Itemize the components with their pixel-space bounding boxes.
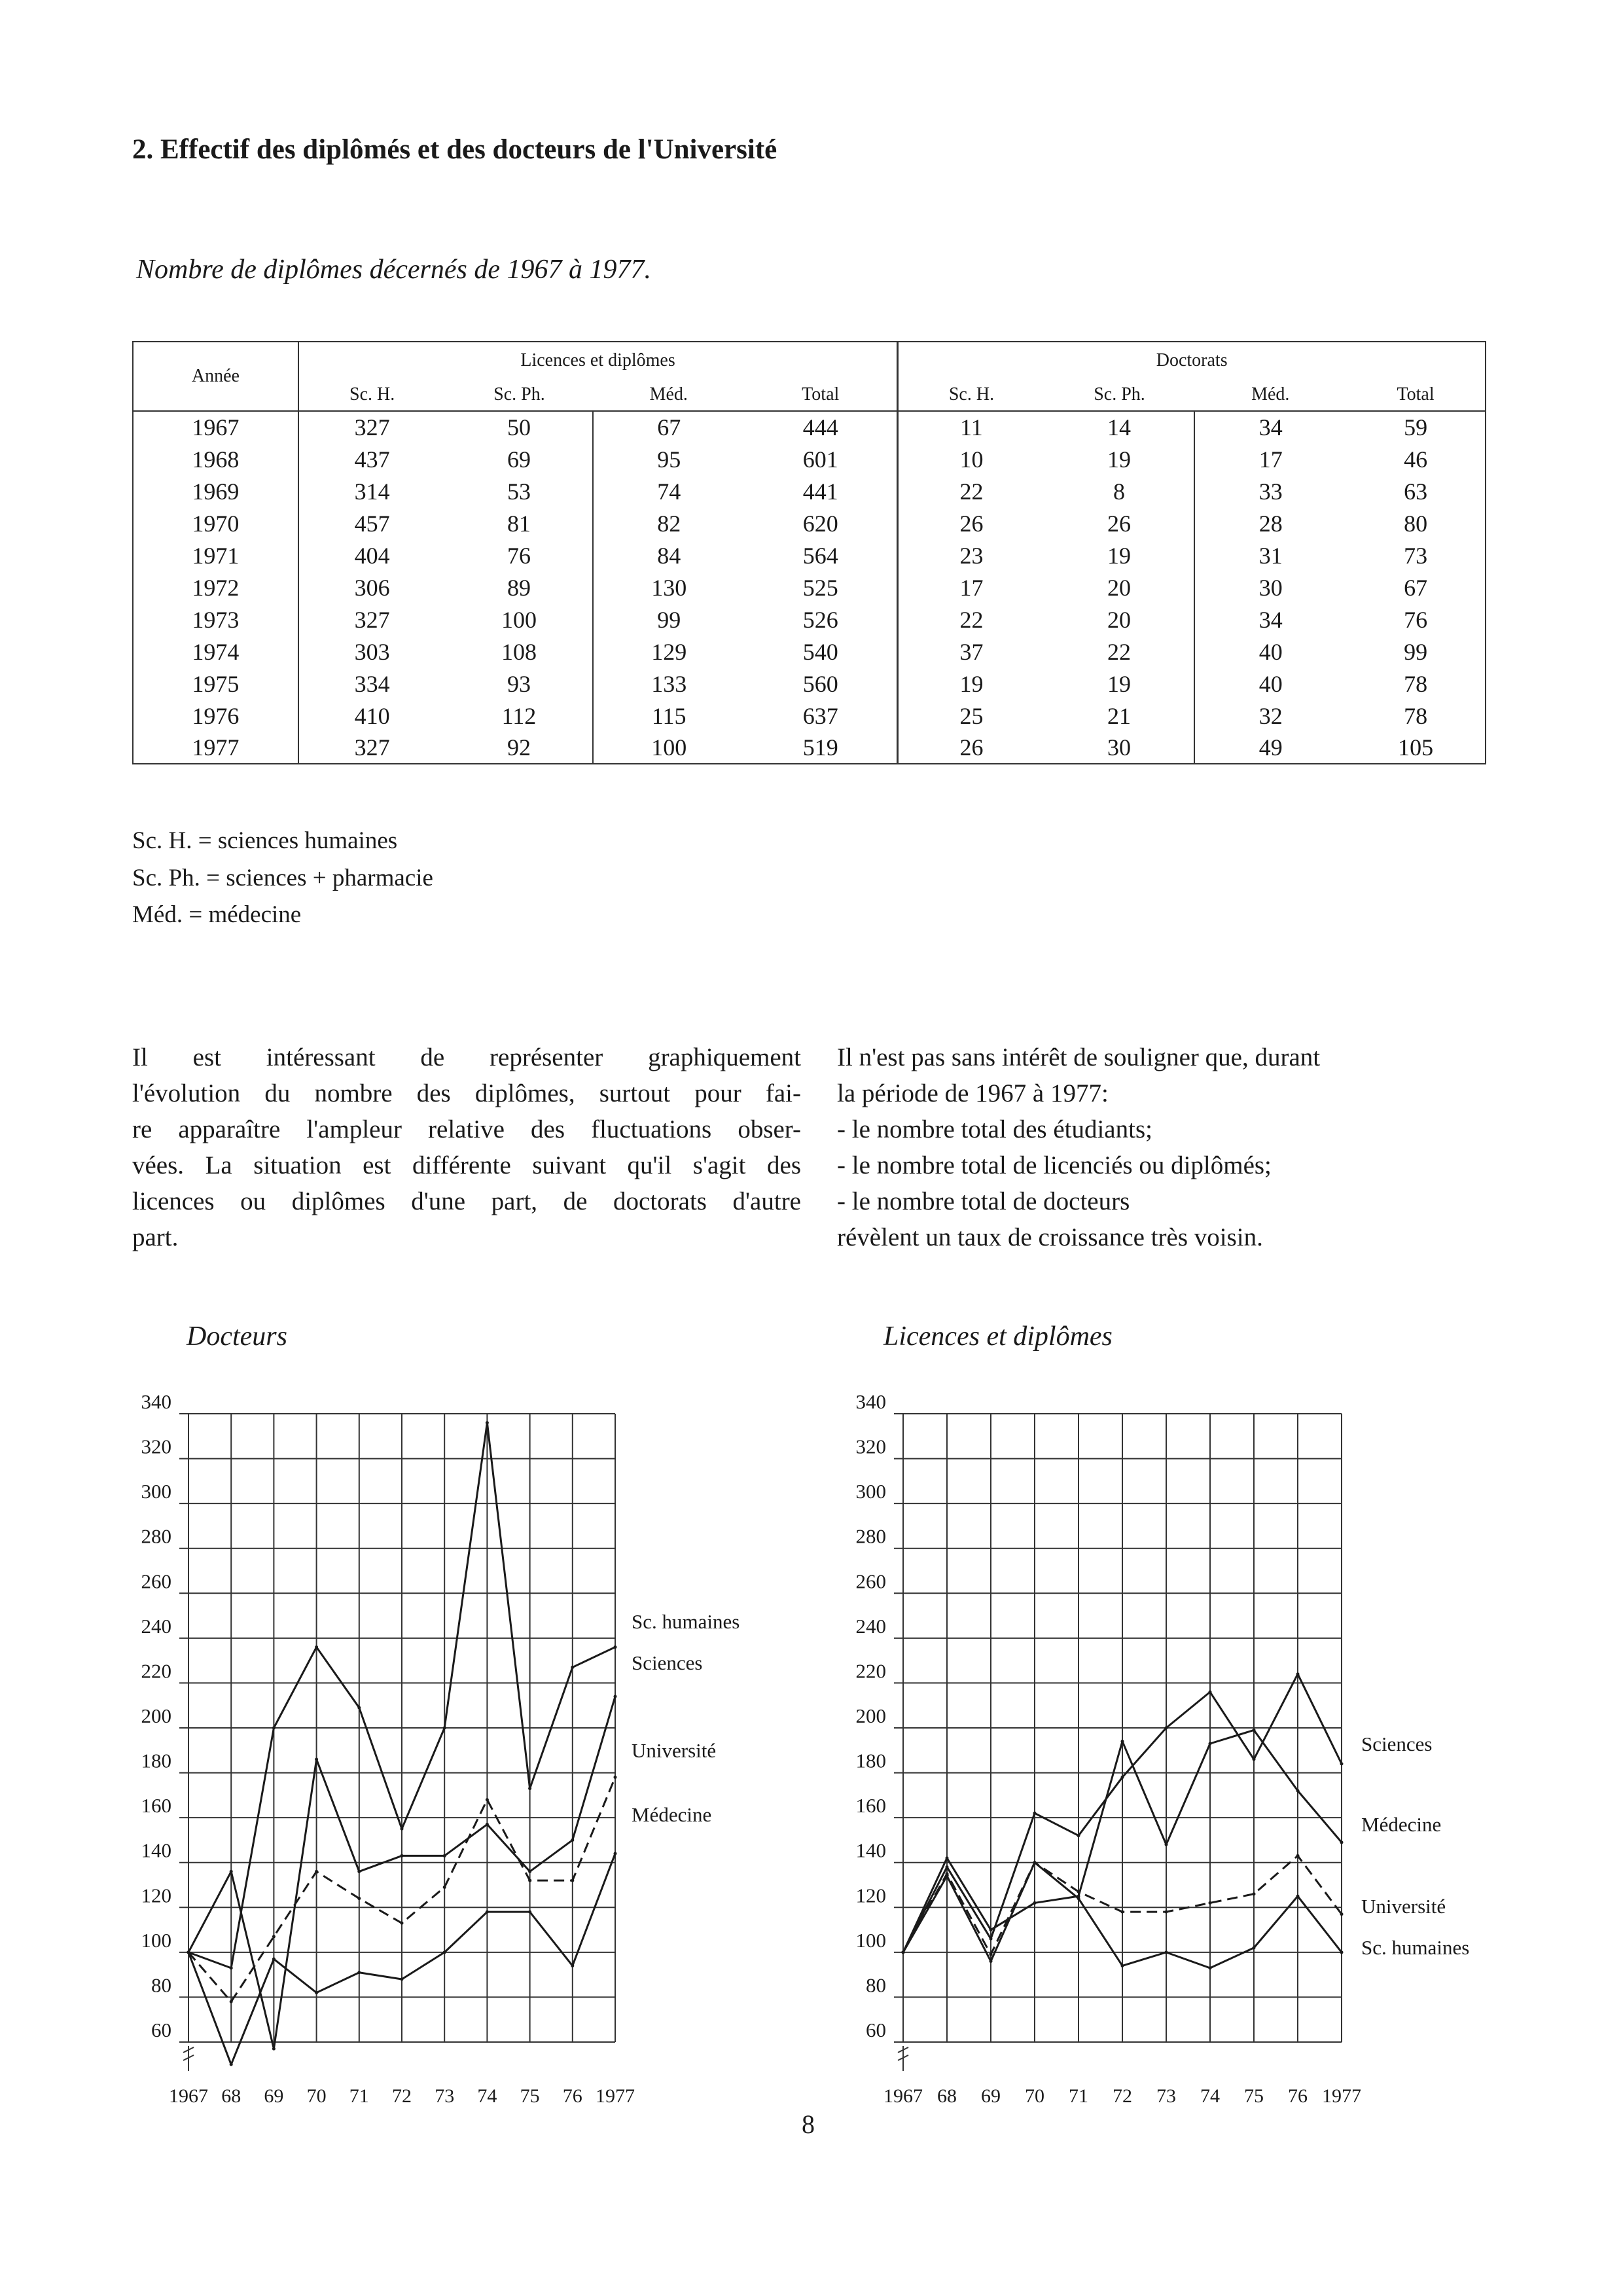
series-point [443,1727,446,1730]
value-cell: 564 [744,539,898,571]
series-point [1253,1729,1256,1732]
x-tick-label: 68 [937,2085,957,2107]
series-point [486,1910,489,1914]
x-tick-label: 69 [981,2085,1001,2107]
y-tick-label: 340 [141,1390,171,1413]
series-point [528,1870,531,1873]
value-cell: 8 [1044,475,1195,507]
y-tick-label: 240 [141,1614,171,1638]
paragraph-left [132,1039,801,1255]
series-point [946,1874,949,1878]
y-tick-label: 60 [866,2018,886,2041]
value-cell: 19 [1044,668,1195,700]
series-point [230,2000,233,2003]
series-label: Sciences [632,1651,703,1674]
x-tick-label: 76 [562,2085,582,2107]
series-point [528,1787,531,1790]
value-cell: 14 [1044,411,1195,443]
series-point [1296,1854,1300,1857]
value-cell: 19 [1044,539,1195,571]
value-cell: 95 [657,446,681,473]
series-point [401,1922,404,1925]
y-tick-label: 120 [855,1884,886,1907]
x-tick-label: 74 [477,2085,497,2107]
series-point [187,1950,190,1954]
value-cell: 108 [446,636,594,668]
value-cell: 334 [354,670,390,697]
value-cell: 327 [298,732,446,764]
chart-title-licences: Licences et diplômes [883,1321,1113,1352]
table-row [133,571,1486,603]
value-cell: 327 [354,606,390,633]
value-cell: 67 [1346,571,1486,603]
x-tick-label: 1977 [1322,2085,1361,2107]
paragraph-line: licences ou diplômes d'une part, de doctorats d'autre [132,1187,801,1215]
value-cell: 100 [593,732,744,764]
value-cell: 441 [744,475,898,507]
value-cell: 11 [960,414,983,440]
x-tick-label: 75 [1244,2085,1264,2107]
table-row [133,732,1486,764]
series-point [272,1935,276,1938]
series-point [357,1706,361,1710]
chart-title-docteurs: Docteurs [187,1321,287,1352]
value-cell: 105 [1346,732,1486,764]
series-point [1253,1892,1256,1895]
y-tick-label: 280 [141,1524,171,1548]
series-point [1209,1966,1212,1969]
series-point [1033,1901,1037,1905]
series-point [1209,1691,1212,1694]
paragraph-line: la période de 1967 à 1977: [837,1079,1109,1107]
value-cell: 78 [1346,700,1486,732]
value-cell: 50 [446,411,594,443]
value-cell: 525 [744,571,898,603]
series-label: Sc. humaines [1361,1936,1470,1959]
value-cell: 100 [446,603,594,636]
value-cell: 67 [657,414,681,440]
x-tick-label: 71 [1069,2085,1088,2107]
year-cell: 1977 [133,732,298,764]
value-cell: 26 [898,732,1044,764]
x-tick-label: 70 [306,2085,327,2107]
series-point [401,1854,404,1857]
y-tick-label: 220 [855,1659,886,1683]
value-cell: 33 [1258,478,1283,505]
value-cell: 10 [959,446,984,473]
subheader-cell: Sc. Ph. [1044,378,1195,411]
value-cell: 327 [354,414,390,440]
x-tick-label: 72 [1113,2085,1132,2107]
y-tick-label: 140 [141,1839,171,1862]
year-cell: 1968 [133,443,298,475]
series-label: Sciences [1361,1732,1433,1755]
axis-break-mark [183,2046,194,2071]
y-tick-label: 220 [141,1659,171,1683]
series-point [486,1421,489,1424]
value-cell: 99 [657,606,681,633]
table-row [133,411,1486,443]
series-point [1340,1840,1344,1844]
value-cell: 130 [651,574,687,601]
series-point [614,1645,617,1649]
value-cell: 22 [1044,636,1195,668]
value-cell: 620 [744,507,898,539]
value-cell: 457 [354,510,390,537]
page-number: 8 [802,2109,815,2139]
y-tick-label: 80 [151,1973,171,1997]
table-row [133,475,1486,507]
subheader-row [133,378,1486,411]
subheader-cell: Méd. [593,378,744,411]
series-point [571,1879,574,1882]
series-point [990,1937,993,1941]
series-point [1165,1950,1168,1954]
y-tick-label: 100 [141,1928,171,1952]
value-cell: 17 [1258,446,1283,473]
value-cell: 314 [354,478,390,505]
abbreviation-sc-ph: Sc. Ph. = sciences + pharmacie [132,865,433,891]
value-cell: 112 [446,700,594,732]
series-point [357,1870,361,1873]
value-cell: 93 [446,668,594,700]
series-point [614,1695,617,1698]
paragraph-right [837,1039,1494,1255]
x-tick-label: 71 [349,2085,369,2107]
abbreviation-med: Méd. = médecine [132,901,302,928]
y-tick-label: 80 [866,1973,886,1997]
value-cell: 540 [744,636,898,668]
year-cell: 1976 [133,700,298,732]
y-tick-label: 180 [855,1749,886,1772]
value-cell: 80 [1346,507,1486,539]
series-point [315,1991,318,1994]
x-tick-label: 1967 [883,2085,923,2107]
value-cell: 40 [1258,638,1283,665]
y-tick-label: 100 [855,1928,886,1952]
value-cell: 19 [959,670,984,697]
value-cell: 89 [446,571,594,603]
paragraph-line: - le nombre total de docteurs [837,1187,1130,1215]
series-label: Médecine [1361,1813,1442,1836]
y-tick-label: 200 [141,1704,171,1727]
series-point [1209,1742,1212,1746]
table-row [133,668,1486,700]
table-body [133,411,1486,764]
value-cell: 303 [354,638,390,665]
value-cell: 82 [657,510,681,537]
series-point [571,1666,574,1669]
series-point [946,1856,949,1859]
series-point [614,1776,617,1779]
value-cell: 37 [959,638,984,665]
value-cell: 74 [657,478,681,505]
paragraph-line: part. [132,1223,179,1251]
series-point [1077,1834,1080,1837]
group-doctorats: Doctorats [898,342,1486,378]
value-cell: 32 [1258,702,1283,729]
subheader-cell: Sc. H. [298,378,446,411]
series-point [614,1852,617,1856]
series-point [571,1839,574,1842]
value-cell: 25 [959,702,984,729]
y-tick-label: 260 [855,1570,886,1593]
series-point [571,1964,574,1967]
series-point [1121,1740,1124,1743]
series-point [357,1971,361,1974]
series-point [1121,1910,1124,1914]
x-tick-label: 76 [1288,2085,1308,2107]
series-point [1209,1901,1212,1905]
value-cell: 76 [1346,603,1486,636]
grid [856,1390,1342,2042]
x-tick-label: 1977 [596,2085,635,2107]
table-row [133,507,1486,539]
year-cell: 1974 [133,636,298,668]
series-label: Université [1361,1895,1446,1918]
series-point [272,1727,276,1730]
series-point [1340,1912,1344,1916]
value-cell: 73 [1346,539,1486,571]
value-cell: 34 [1258,606,1283,633]
value-cell: 444 [744,411,898,443]
value-cell: 69 [446,443,594,475]
series-label: Médecine [632,1803,712,1826]
paragraph-line: - le nombre total des étudiants; [837,1115,1152,1143]
chart-licences [812,1361,1492,2107]
value-cell: 133 [651,670,687,697]
value-cell: 46 [1346,443,1486,475]
value-cell: 31 [1258,542,1283,569]
year-cell: 1973 [133,603,298,636]
series-point [272,2047,276,2051]
series-point [443,1950,446,1954]
y-tick-label: 300 [141,1480,171,1503]
value-cell: 637 [744,700,898,732]
paragraph-line: Il n'est pas sans intérêt de souligner que, durant [837,1043,1321,1071]
series-label: Sc. humaines [632,1610,740,1633]
x-tick-label: 73 [1156,2085,1176,2107]
paragraph-line: révèlent un taux de croissance très voisin. [837,1223,1263,1251]
value-cell: 76 [446,539,594,571]
x-tick-label: 75 [520,2085,540,2107]
value-cell: 560 [744,668,898,700]
y-tick-label: 140 [855,1839,886,1862]
subheader-cell: Sc. H. [898,378,1044,411]
x-tick-label: 72 [392,2085,412,2107]
series-point [486,1823,489,1826]
paragraph-line: - le nombre total de licenciés ou diplômés; [837,1151,1272,1179]
series-point [1340,1762,1344,1765]
axis-break-mark [898,2046,908,2071]
y-tick-label: 180 [141,1749,171,1772]
series-point [1077,1897,1080,1900]
year-cell: 1970 [133,507,298,539]
series-point [528,1879,531,1882]
series-point [946,1865,949,1869]
series-point [443,1886,446,1889]
series-point [990,1953,993,1956]
value-cell: 404 [354,542,390,569]
value-cell: 63 [1346,475,1486,507]
paragraph-line: re apparaître l'ampleur relative des fluctuations obser- [132,1115,801,1143]
value-cell: 40 [1258,670,1283,697]
value-cell: 28 [1258,510,1283,537]
value-cell: 526 [744,603,898,636]
series-point [528,1910,531,1914]
x-tick-label: 73 [435,2085,455,2107]
y-tick-label: 60 [151,2018,171,2041]
y-tick-label: 320 [855,1435,886,1458]
section-heading: 2. Effectif des diplômés et des docteurs de l'Université [132,134,777,165]
y-tick-label: 300 [855,1480,886,1503]
series-point [230,1870,233,1873]
value-cell: 84 [657,542,681,569]
subheader-cell: Total [1346,378,1486,411]
subheader-cell: Total [744,378,898,411]
paragraph-line: vées. La situation est différente suivant qu'il s'agit des [132,1151,801,1179]
value-cell: 20 [1044,603,1195,636]
value-cell: 30 [1258,574,1283,601]
grid [141,1390,616,2042]
series-point [357,1897,361,1900]
value-cell: 410 [354,702,390,729]
value-cell: 92 [446,732,594,764]
value-cell: 99 [1346,636,1486,668]
value-cell: 49 [1194,732,1346,764]
series-point [1121,1776,1124,1779]
series-point [401,1978,404,1981]
series-point [1340,1950,1344,1954]
series-point [902,1950,905,1954]
series-point [1077,1890,1080,1893]
value-cell: 26 [959,510,984,537]
table-row [133,443,1486,475]
y-tick-label: 240 [855,1614,886,1638]
value-cell: 78 [1346,668,1486,700]
paragraph-line: Il est intéressant de représenter graphiquement [132,1043,801,1071]
value-cell: 21 [1044,700,1195,732]
series-label: Université [632,1739,717,1762]
y-tick-label: 340 [855,1390,886,1413]
y-tick-label: 160 [141,1794,171,1818]
value-cell: 22 [959,606,984,633]
y-tick-label: 260 [141,1570,171,1593]
value-cell: 306 [354,574,390,601]
col-annee: Année [133,342,298,411]
value-cell: 437 [354,446,390,473]
value-cell: 26 [1044,507,1195,539]
series-point [990,1928,993,1931]
value-cell: 519 [744,732,898,764]
series-point [315,1645,318,1649]
x-tick-label: 74 [1200,2085,1220,2107]
value-cell: 115 [651,702,687,729]
value-cell: 81 [446,507,594,539]
value-cell: 20 [1044,571,1195,603]
series-point [1165,1727,1168,1730]
series-point [272,1958,276,1961]
series-point [1253,1946,1256,1950]
y-tick-label: 120 [141,1884,171,1907]
subheader-cell: Méd. [1194,378,1346,411]
year-cell: 1969 [133,475,298,507]
series-point [990,1960,993,1963]
y-tick-label: 160 [855,1794,886,1818]
series-point [230,2063,233,2066]
chart-docteurs [118,1361,798,2107]
x-tick-label: 68 [221,2085,241,2107]
value-cell: 34 [1258,414,1283,440]
table-row [133,636,1486,668]
value-cell: 129 [651,638,687,665]
x-tick-label: 1967 [169,2085,208,2107]
x-tick-label: 70 [1025,2085,1044,2107]
series-point [230,1966,233,1969]
table-caption: Nombre de diplômes décernés de 1967 à 1977. [136,255,651,285]
series-point [1165,1910,1168,1914]
group-licences: Licences et diplômes [298,342,898,378]
series-point [443,1854,446,1857]
value-cell: 19 [1044,443,1195,475]
paragraph-line: l'évolution du nombre des diplômes, surtout pour fai- [132,1079,801,1107]
series-point [315,1870,318,1873]
table-row [133,700,1486,732]
value-cell: 53 [446,475,594,507]
abbreviation-sc-h: Sc. H. = sciences humaines [132,827,398,854]
series-point [486,1798,489,1801]
series-point [1296,1789,1300,1793]
series-point [1033,1812,1037,1815]
table-row [133,539,1486,571]
year-cell: 1967 [133,411,298,443]
value-cell: 59 [1346,411,1486,443]
year-cell: 1971 [133,539,298,571]
value-cell: 22 [959,478,984,505]
table-row [133,603,1486,636]
diplomas-table [132,341,1486,764]
series-point [1296,1672,1300,1676]
series-point [401,1827,404,1831]
year-cell: 1972 [133,571,298,603]
series-point [1033,1861,1037,1864]
y-tick-label: 280 [855,1524,886,1548]
series-point [1296,1895,1300,1898]
value-cell: 23 [959,542,984,569]
subheader-cell: Sc. Ph. [446,378,594,411]
series-point [315,1758,318,1761]
y-tick-label: 200 [855,1704,886,1727]
series-point [1121,1964,1124,1967]
value-cell: 601 [744,443,898,475]
value-cell: 17 [959,574,984,601]
value-cell: 30 [1044,732,1195,764]
series-point [1165,1843,1168,1846]
x-tick-label: 69 [264,2085,284,2107]
y-tick-label: 320 [141,1435,171,1458]
series-point [1253,1758,1256,1761]
year-cell: 1975 [133,668,298,700]
